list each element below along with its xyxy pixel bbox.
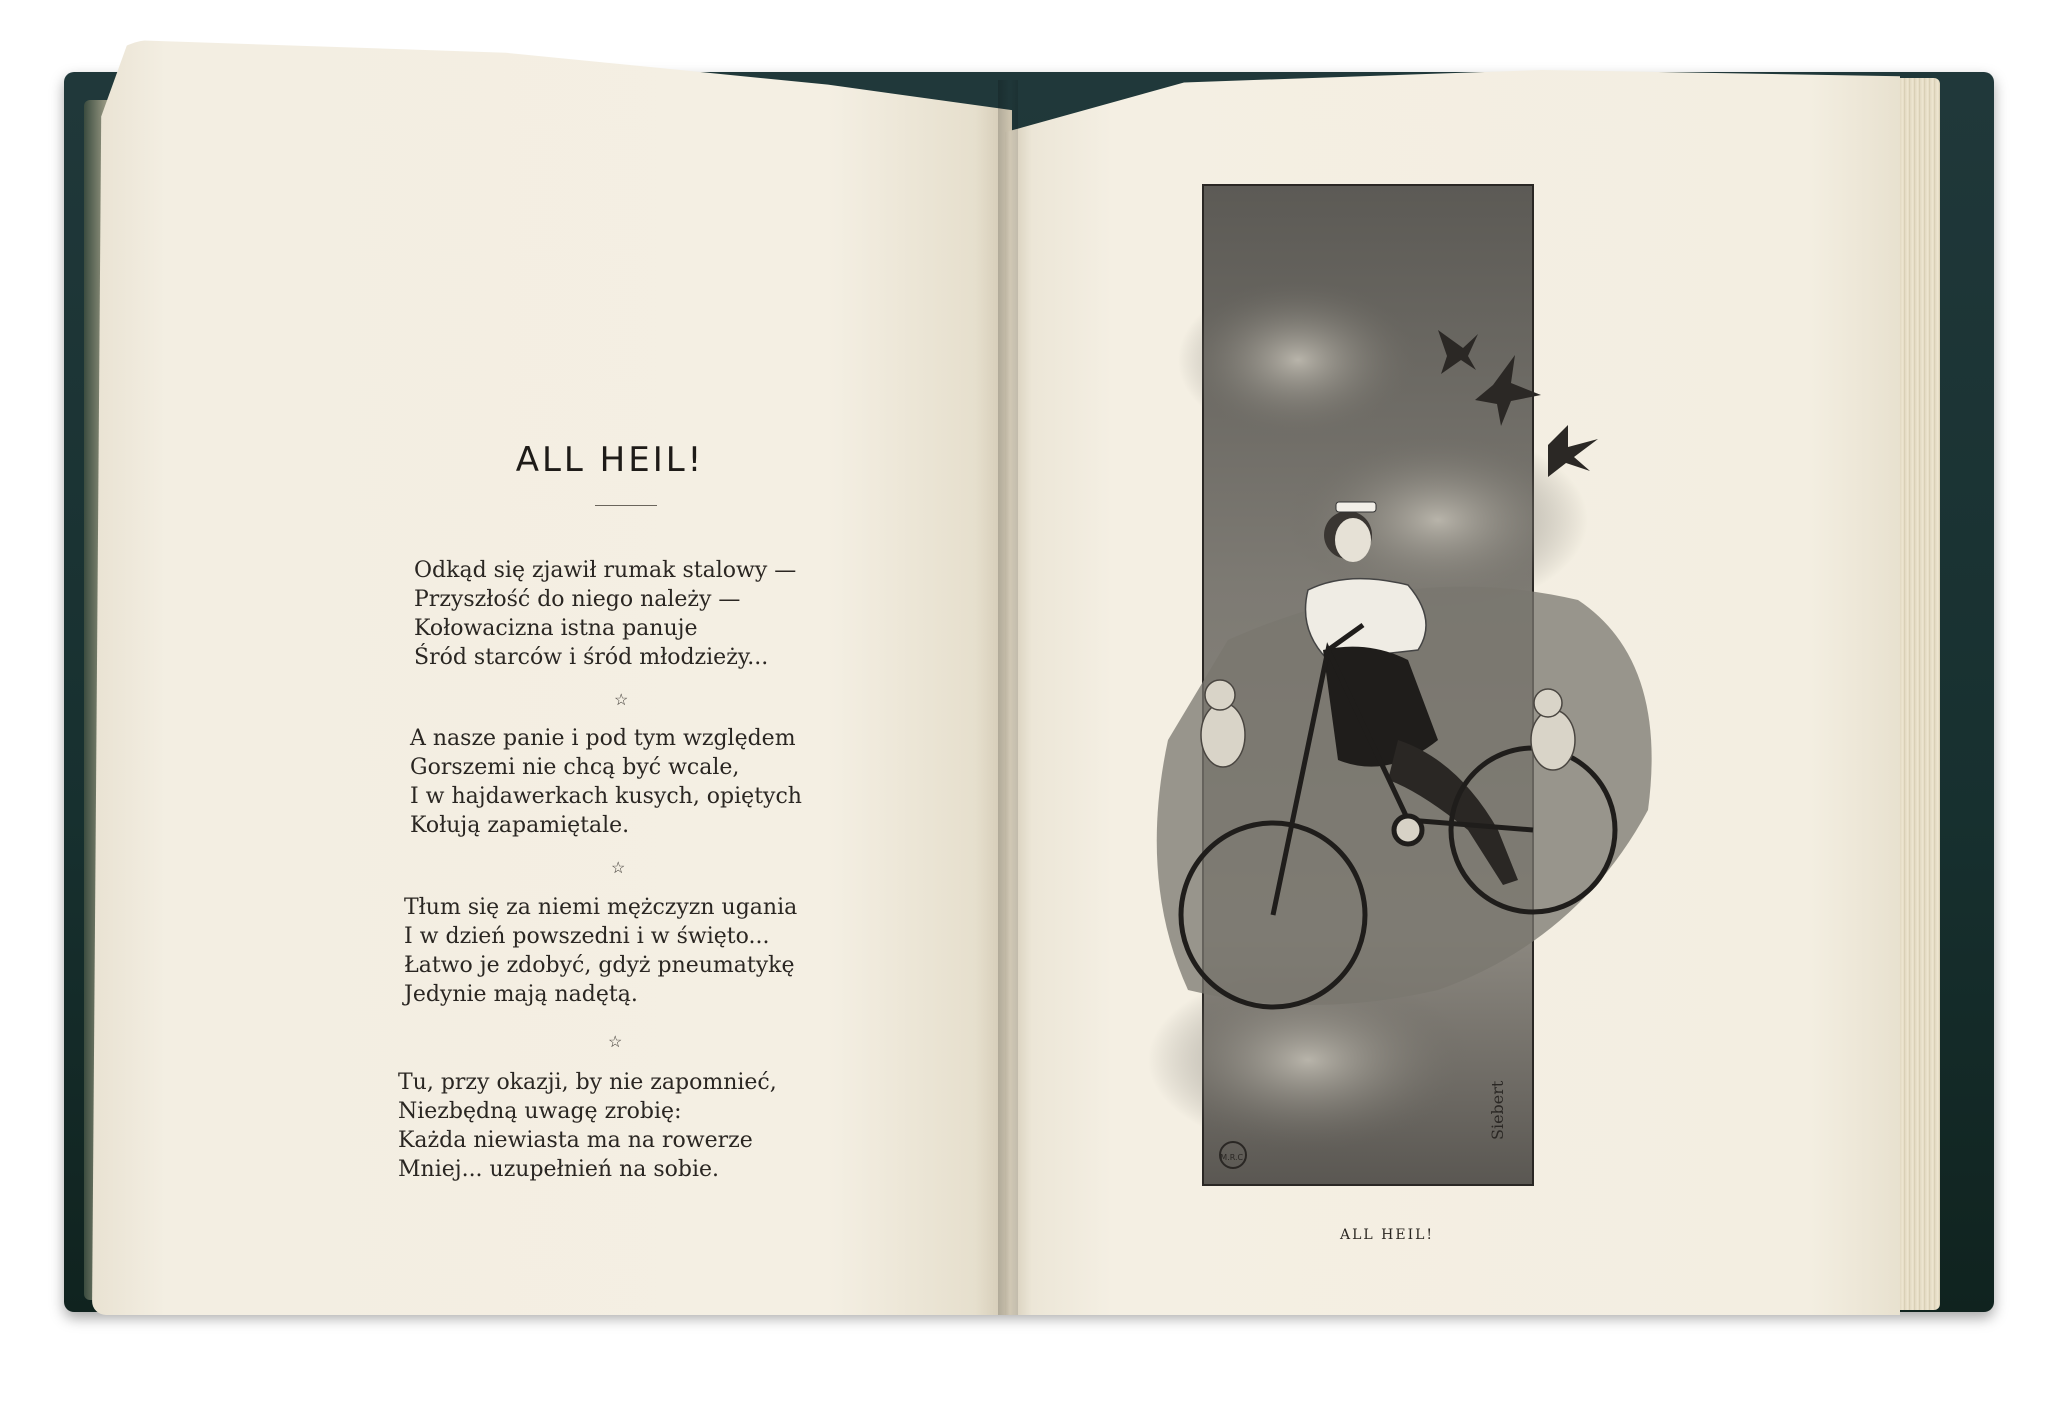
cherub-right-head — [1534, 689, 1562, 717]
artist-signature: Siebert — [1488, 1080, 1507, 1140]
bicycle-illustration — [1108, 180, 1688, 1195]
poem-line: Łatwo je zdobyć, gdyż pneumatykę — [404, 953, 795, 978]
poem-line: Śród starców i śród młodzieży... — [414, 645, 769, 670]
stanza-1 — [414, 556, 796, 672]
poem-line: Każda niewiasta ma na rowerze — [398, 1128, 753, 1153]
stanza-separator: ☆ — [608, 1032, 623, 1051]
poem-line: Niezbędną uwagę zrobię: — [398, 1099, 682, 1124]
poem-title: ALL HEIL! — [515, 440, 705, 480]
poem-line: Kołowacizna istna panuje — [414, 616, 698, 641]
stanza-separator: ☆ — [614, 690, 629, 709]
poem-line: Tłum się za niemi mężczyzn ugania — [404, 895, 798, 920]
stanza-2 — [410, 724, 802, 840]
cloud — [1178, 280, 1418, 440]
stanza-4 — [398, 1068, 777, 1184]
poem-line: Przyszłość do niego należy — — [414, 587, 741, 612]
publisher-stamp-text: M.R.C. — [1220, 1153, 1246, 1162]
book-gutter — [998, 80, 1018, 1315]
poem-line: Mniej... uzupełnień na sobie. — [398, 1157, 720, 1182]
lamp — [1394, 816, 1422, 844]
stanza-separator: ☆ — [611, 858, 626, 877]
swallow — [1548, 425, 1598, 477]
title-rule — [595, 505, 657, 506]
cherub-left-head — [1205, 680, 1235, 710]
poem-line: Gorszemi nie chcą być wcale, — [410, 755, 740, 780]
illustration-caption: ALL HEIL! — [1340, 1227, 1435, 1243]
poem-line: A nasze panie i pod tym względem — [410, 726, 796, 751]
poem-line: Tu, przy okazji, by nie zapomnieć, — [398, 1070, 777, 1095]
cherub-right — [1531, 710, 1575, 770]
poem-line: I w dzień powszedni i w święto... — [404, 924, 770, 949]
poem-line: Odkąd się zjawił rumak stalowy — — [414, 558, 797, 583]
stanza-3 — [404, 893, 797, 1009]
poem-line: Jedynie mają nadętą. — [404, 982, 638, 1007]
cherub-left — [1201, 703, 1245, 767]
poem-line: I w hajdawerkach kusych, opiętych — [410, 784, 802, 809]
poem-line: Kołują zapamiętale. — [410, 813, 630, 838]
